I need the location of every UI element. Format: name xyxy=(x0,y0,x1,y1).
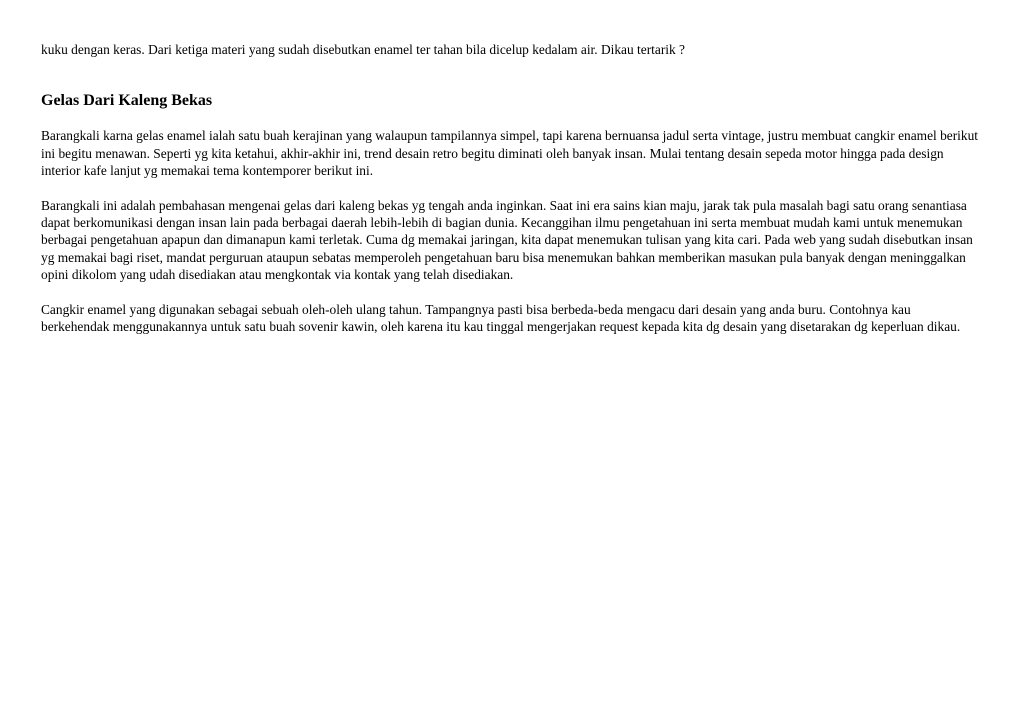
body-paragraph-2: Barangkali ini adalah pembahasan mengenai gelas dari kaleng bekas yg tengah anda inginkan. Saat ini era sains kian maju, jarak tak pula masalah bagi satu orang senantiasa dapat berkomunikasi dengan insan lain pada berbagai daerah lebih-lebih di bagian dunia. Kecanggihan ilmu pengetahuan ini serta membuat mudah kami untuk menemukan berbagai pengetahuan apapun dan dimanapun kami terletak. Cuma dg memakai jaringan, kita dapat menemukan tulisan yang kita cari. Pada web yang sudah disebutkan insan yg memakai bagi riset, mandat perguruan ataupun sebatas memperoleh pengetahuan baru bisa menemukan bahkan memberikan masukan pula banyak dengan meninggalkan opini dikolom yang udah disediakan atau mengkontak via kontak yang telah disediakan. xyxy=(41,197,973,283)
body-paragraph-1: Barangkali karna gelas enamel ialah satu buah kerajinan yang walaupun tampilannya simpel, tapi karena bernuansa jadul serta vintage, justru membuat cangkir enamel berikut ini begitu menawan. Seperti yg kita ketahui, akhir-akhir ini, trend desain retro begitu diminati oleh banyak insan. Mulai tentang desain sepeda motor hingga pada design interior kafe lanjut yg memakai tema kontemporer berikut ini. xyxy=(41,128,979,179)
document-page xyxy=(41,41,981,335)
lead-paragraph: kuku dengan keras. Dari ketiga materi yang sudah disebutkan enamel ter tahan bila dicelup kedalam air. Dikau tertarik ? xyxy=(41,42,685,57)
section-heading: Gelas Dari Kaleng Bekas xyxy=(41,92,213,110)
body-paragraph-3: Cangkir enamel yang digunakan sebagai sebuah oleh-oleh ulang tahun. Tampangnya pasti bisa berbeda-beda mengacu dari desain yang anda buru. Contohnya kau berkehendak menggunakannya untuk satu buah sovenir kawin, oleh karena itu kau tinggal mengerjakan request kepada kita dg desain yang disetarakan dg keperluan dikau. xyxy=(41,301,961,335)
